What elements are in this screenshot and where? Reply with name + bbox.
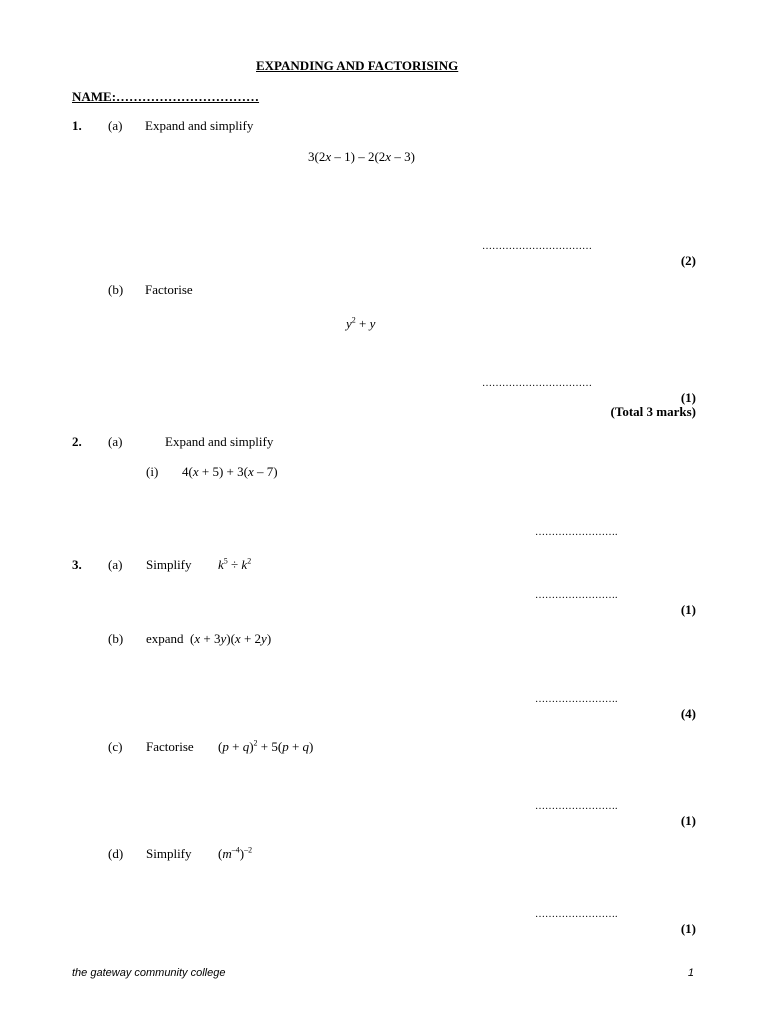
question-1a-instruction: Expand and simplify: [145, 118, 254, 133]
question-1a-label: (a): [108, 118, 123, 133]
question-3b-instruction: expand: [146, 631, 184, 646]
answer-line-3c[interactable]: …………………….: [535, 801, 618, 812]
question-2-number: 2.: [72, 434, 82, 449]
question-1-number: 1.: [72, 118, 82, 133]
question-3-number: 3.: [72, 557, 82, 572]
total-marks-1: (Total 3 marks): [610, 404, 696, 419]
answer-line-3a[interactable]: …………………….: [535, 590, 618, 601]
marks-1b: (1): [680, 390, 696, 405]
question-3a-label: (a): [108, 557, 123, 572]
question-2a-instruction: Expand and simplify: [165, 434, 274, 449]
name-field-label: NAME:……………………………: [72, 89, 260, 104]
answer-line-2ai[interactable]: …………………….: [535, 527, 618, 538]
answer-line-3d[interactable]: …………………….: [535, 909, 618, 920]
marks-3c: (1): [680, 813, 696, 828]
question-3b-expression: (x + 3y)(x + 2y): [190, 631, 272, 646]
question-2ai-expression: 4(x + 5) + 3(x – 7): [182, 464, 278, 479]
question-1b-label: (b): [108, 282, 124, 297]
answer-line-1a[interactable]: ……………………………: [482, 241, 592, 252]
question-1b-instruction: Factorise: [145, 282, 193, 297]
question-3c-instruction: Factorise: [146, 739, 194, 754]
footer-page-number: 1: [687, 967, 694, 979]
question-3d-instruction: Simplify: [146, 846, 192, 861]
answer-line-1b[interactable]: ……………………………: [482, 378, 592, 389]
question-3d-label: (d): [108, 846, 124, 861]
question-3c-expression: $(p + q)^2 + 5(p + q)$: [218, 738, 314, 754]
question-3a-expression: $k^5 \div k^2$: [218, 556, 252, 572]
question-1a-expression: 3(2x – 1) – 2(2x – 3): [308, 149, 415, 164]
footer-college-name: the gateway community college: [72, 967, 226, 979]
question-3d-expression: $(m^{-4})^{-2}$: [218, 845, 253, 861]
question-3b-label: (b): [108, 631, 124, 646]
answer-line-3b[interactable]: …………………….: [535, 694, 618, 705]
marks-3a: (1): [680, 602, 696, 617]
question-3c-label: (c): [108, 739, 123, 754]
question-3a-instruction: Simplify: [146, 557, 192, 572]
marks-3b: (4): [680, 706, 696, 721]
marks-1a: (2): [680, 253, 696, 268]
question-2a-label: (a): [108, 434, 123, 449]
question-1b-expression: $y^2 + y$: [346, 315, 376, 331]
question-2ai-label: (i): [146, 464, 159, 479]
marks-3d: (1): [680, 921, 696, 936]
page-title: EXPANDING AND FACTORISING: [256, 58, 459, 73]
